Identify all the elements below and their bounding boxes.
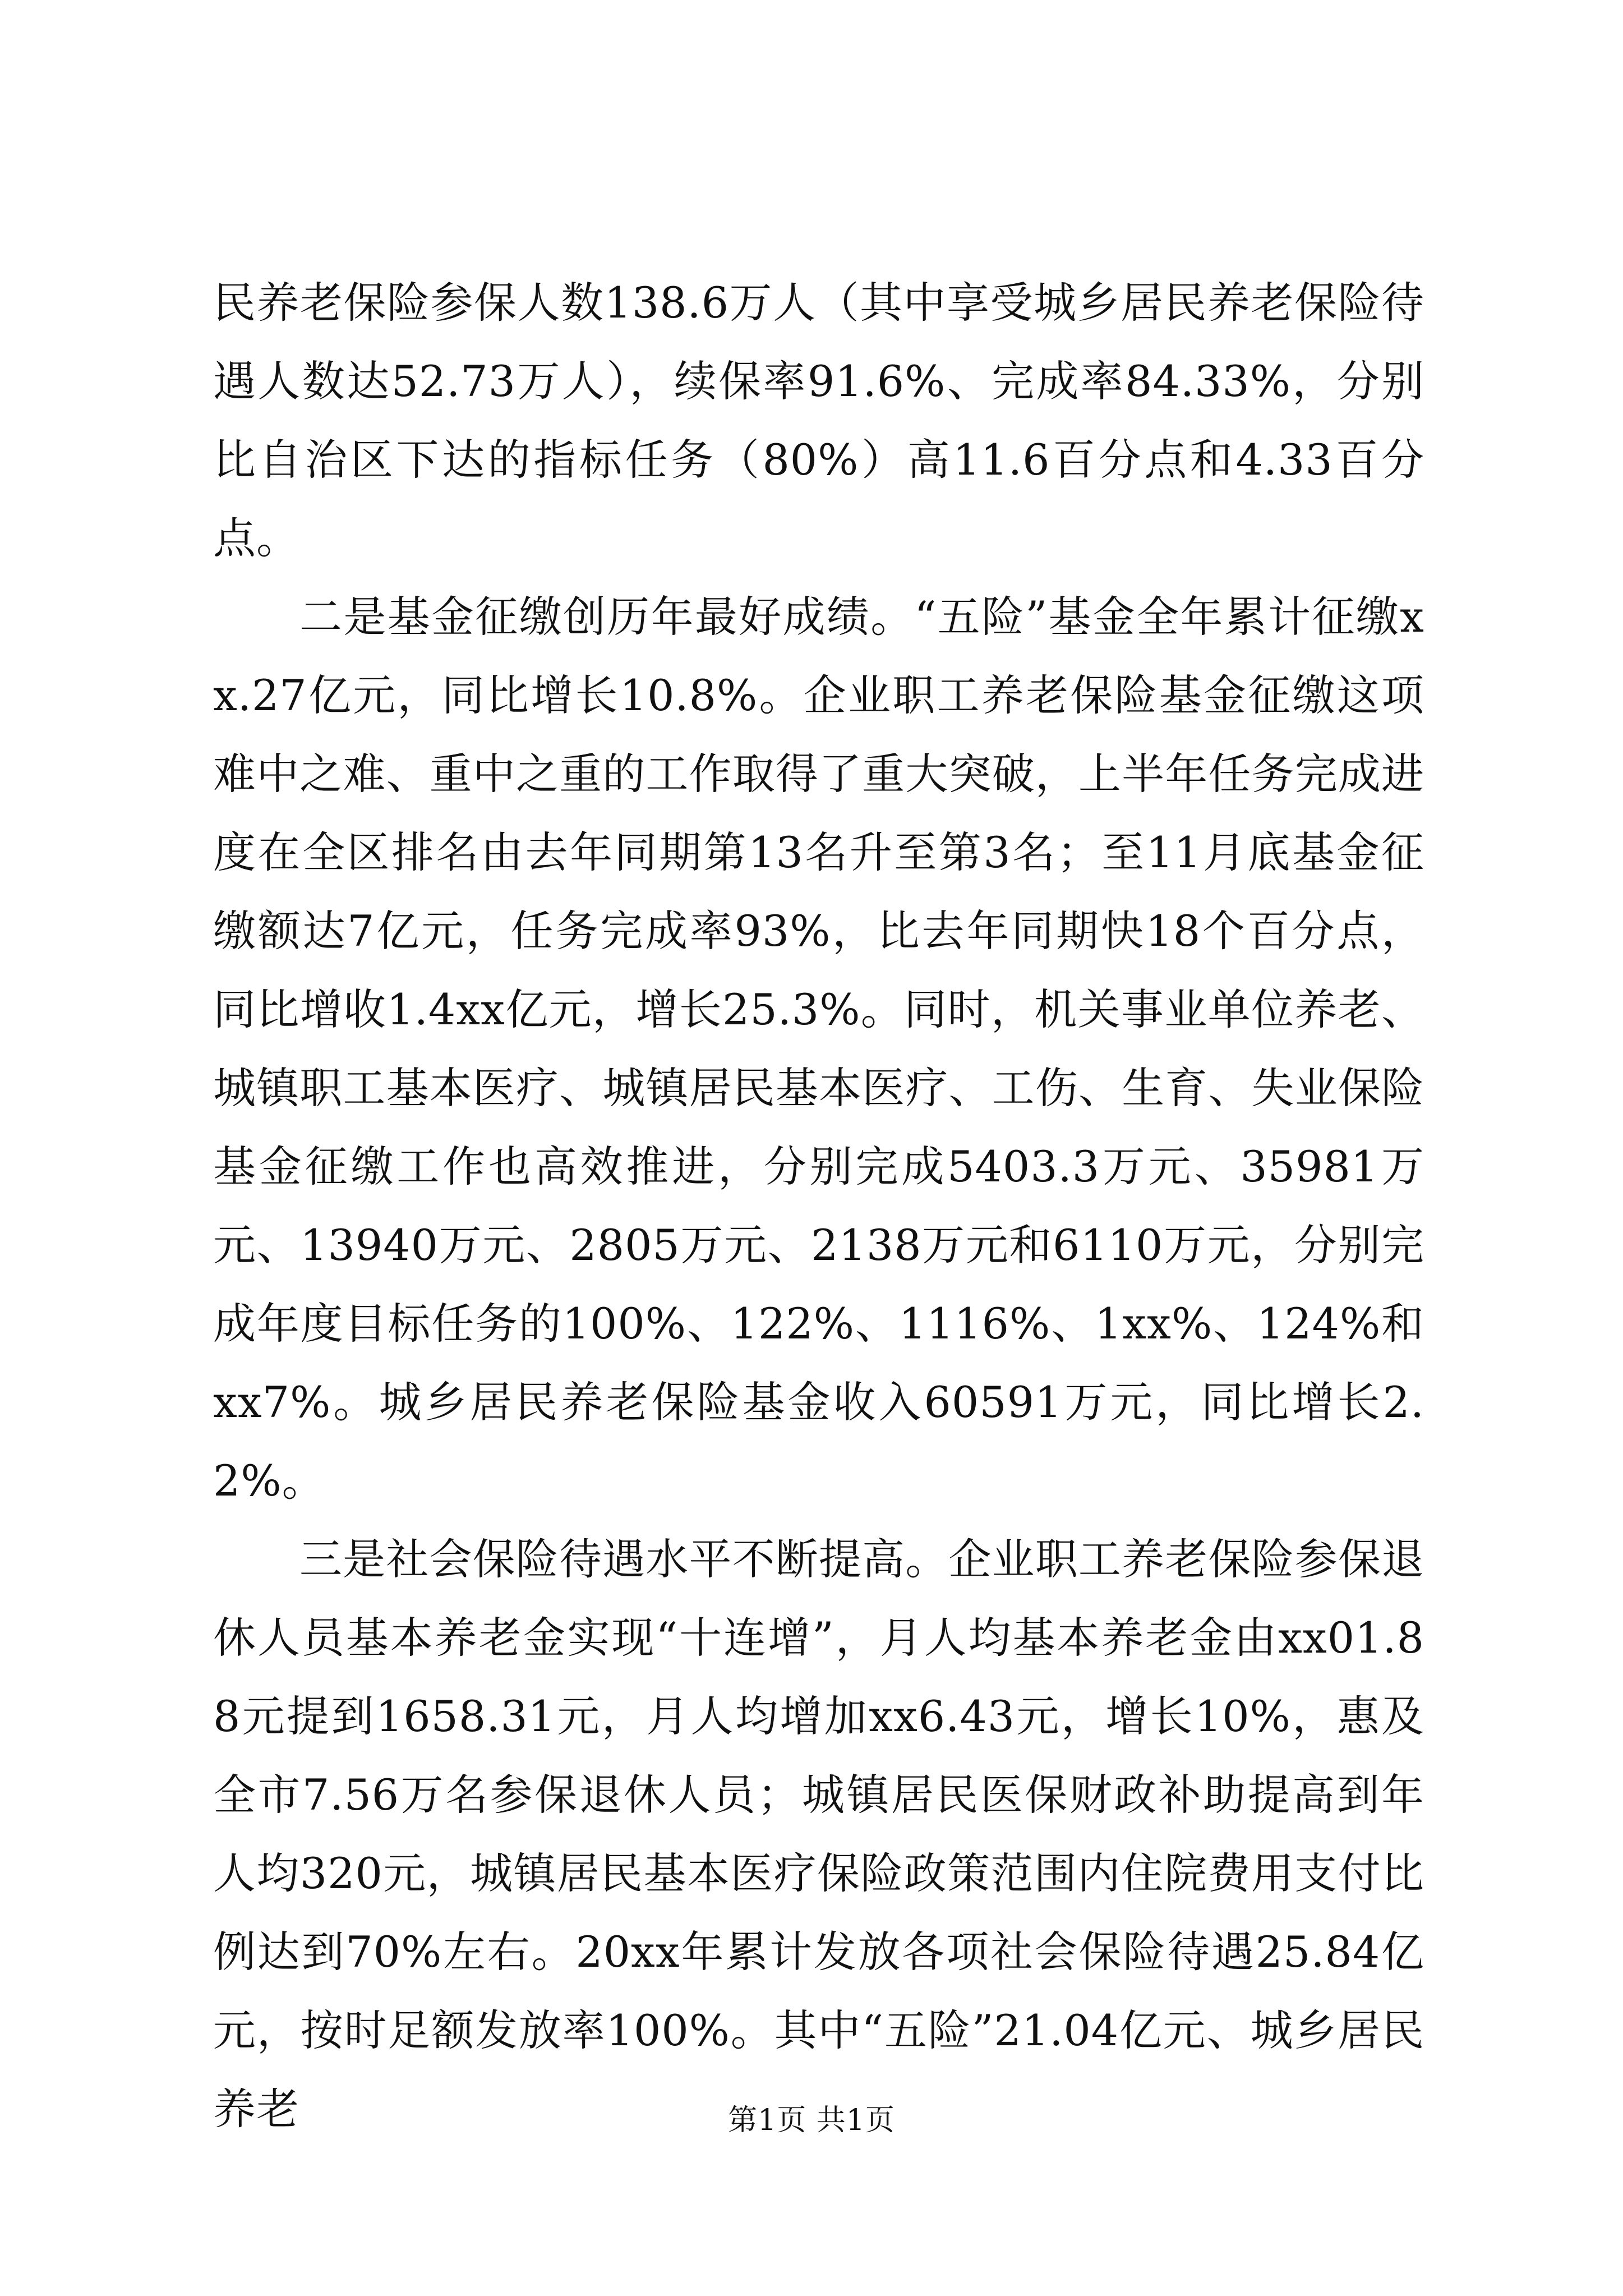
paragraph-2: 二是基金征缴创历年最好成绩。“五险”基金全年累计征缴xx.27亿元，同比增长10.8%。企业职工养老保险基金征缴这项难中之难、重中之重的工作取得了重大突破，上半年任务完成进度在全区排名由去年同期第13名升至第3名；至11月底基金征缴额达7亿元，任务完成率93%，比去年同期快18个百分点，同比增收1.4xx亿元，增长25.3%。同时，机关事业单位养老、城镇职工基本医疗、城镇居民基本医疗、工伤、生育、失业保险基金征缴工作也高效推进，分别完成5403.3万元、35981万元、13940万元、2805万元、2138万元和6110万元，分别完成年度目标任务的100%、122%、1116%、1xx%、124%和xx7%。城乡居民养老保险基金收入60591万元，同比增长2.2%。 [213,592,1424,1506]
document-body [213,264,1424,2148]
page-footer: 第1页 共1页 [728,2104,895,2137]
paragraph-3: 三是社会保险待遇水平不断提高。企业职工养老保险参保退休人员基本养老金实现“十连增”，月人均基本养老金由xx01.88元提到1658.31元，月人均增加xx6.43元，增长10%，惠及全市7.56万名参保退休人员；城镇居民医保财政补助提高到年人均320元，城镇居民基本医疗保险政策范围内住院费用支付比例达到70%左右。20xx年累计发放各项社会保险待遇25.84亿元，按时足额发放率100%。其中“五险”21.04亿元、城乡居民养老 [213,1534,1424,2134]
paragraph-1: 民养老保险参保人数138.6万人（其中享受城乡居民养老保险待遇人数达52.73万人），续保率91.6%、完成率84.33%，分别比自治区下达的指标任务（80%）高11.6百分点和4.33百分点。 [213,278,1424,563]
